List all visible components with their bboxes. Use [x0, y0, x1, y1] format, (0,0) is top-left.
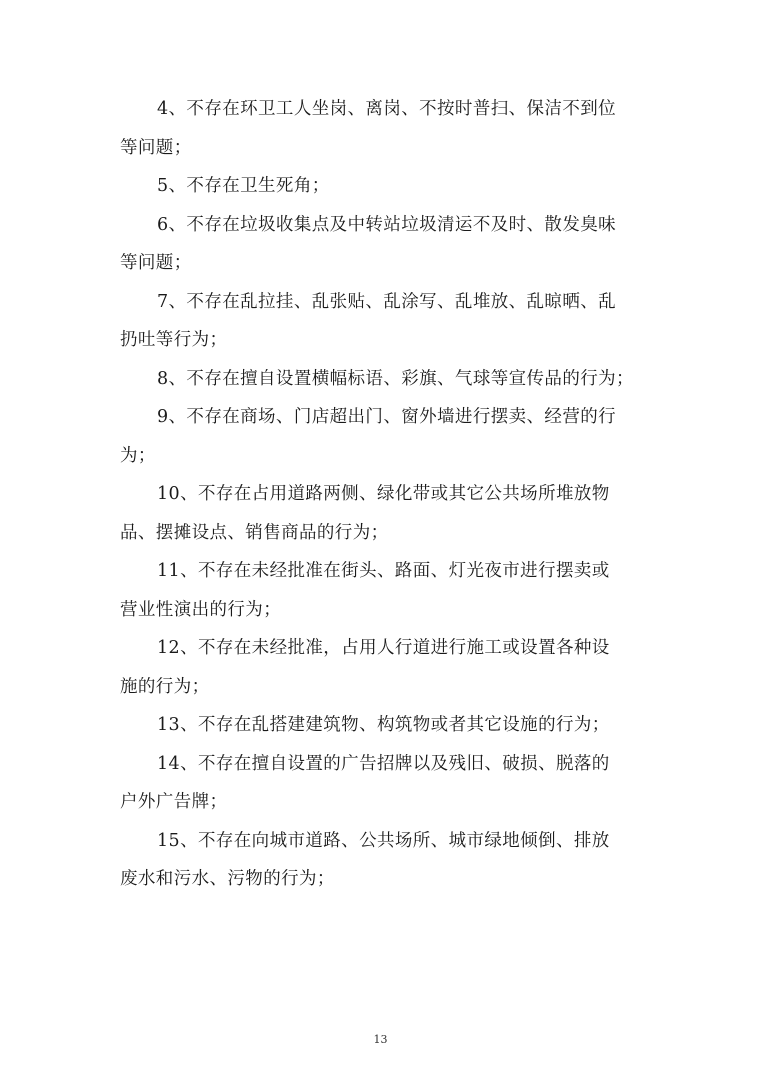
list-item: [120, 552, 640, 629]
list-item-line: 6、不存在垃圾收集点及中转站垃圾清运不及时、散发臭味: [157, 214, 617, 235]
list-item-line: 15、不存在向城市道路、公共场所、城市绿地倾倒、排放: [157, 830, 610, 851]
paragraph-line: [120, 745, 640, 784]
paragraph-line: [120, 668, 640, 707]
paragraph-line: [120, 90, 640, 129]
list-item-line: 等问题；: [120, 253, 192, 273]
list-item: [120, 206, 640, 283]
list-item: [120, 398, 640, 475]
list-item-line: 等问题；: [120, 137, 192, 158]
list-item-line: 5、不存在卫生死角；: [157, 176, 330, 196]
paragraph-line: [120, 591, 640, 630]
list-item: [120, 90, 640, 167]
list-item-line: 11、不存在未经批准在街头、路面、灯光夜市进行摆卖或: [157, 561, 610, 581]
paragraph-line: [120, 283, 640, 322]
list-item: [120, 822, 640, 899]
list-item-line: 4、不存在环卫工人坐岗、离岗、不按时普扫、保洁不到位: [157, 99, 617, 119]
list-item-line: 营业性演出的行为；: [120, 599, 282, 620]
list-item: [120, 360, 640, 399]
list-item-line: 扔吐等行为；: [120, 330, 228, 350]
list-item-line: 户外广告牌；: [120, 792, 228, 812]
list-item: [120, 475, 640, 552]
paragraph-line: [120, 321, 640, 360]
list-item-line: 7、不存在乱拉挂、乱张贴、乱涂写、乱堆放、乱晾晒、乱: [157, 291, 617, 312]
paragraph-line: [120, 783, 640, 822]
list-item: [120, 283, 640, 360]
list-item-line: 废水和污水、污物的行为；: [120, 869, 335, 889]
paragraph-line: [120, 475, 640, 514]
list-item: [120, 629, 640, 706]
paragraph-line: [120, 398, 640, 437]
paragraph-line: [120, 629, 640, 668]
list-item-line: 为；: [120, 445, 156, 466]
list-item-line: 12、不存在未经批准，占用人行道进行施工或设置各种设: [157, 638, 610, 658]
paragraph-line: [120, 206, 640, 245]
paragraph-line: [120, 437, 640, 476]
list-item-line: 品、摆摊设点、销售商品的行为；: [120, 522, 389, 543]
list-item-line: 14、不存在擅自设置的广告招牌以及残旧、破损、脱落的: [157, 753, 610, 774]
list-item-line: 8、不存在擅自设置横幅标语、彩旗、气球等宣传品的行为；: [157, 368, 634, 389]
list-item: [120, 706, 640, 745]
list-item: [120, 167, 640, 206]
list-item: [120, 745, 640, 822]
list-item-line: 施的行为；: [120, 676, 210, 697]
paragraph-line: [120, 822, 640, 861]
paragraph-line: [120, 860, 640, 899]
list-item-line: 13、不存在乱搭建建筑物、构筑物或者其它设施的行为；: [157, 715, 610, 735]
paragraph-line: [120, 129, 640, 168]
list-item-line: 10、不存在占用道路两侧、绿化带或其它公共场所堆放物: [157, 484, 610, 504]
paragraph-line: [120, 552, 640, 591]
paragraph-line: [120, 244, 640, 283]
list-item-line: 9、不存在商场、门店超出门、窗外墙进行摆卖、经营的行: [157, 407, 617, 427]
document-body: [120, 90, 640, 899]
page-number: 13: [373, 1033, 388, 1046]
paragraph-line: [120, 514, 640, 553]
